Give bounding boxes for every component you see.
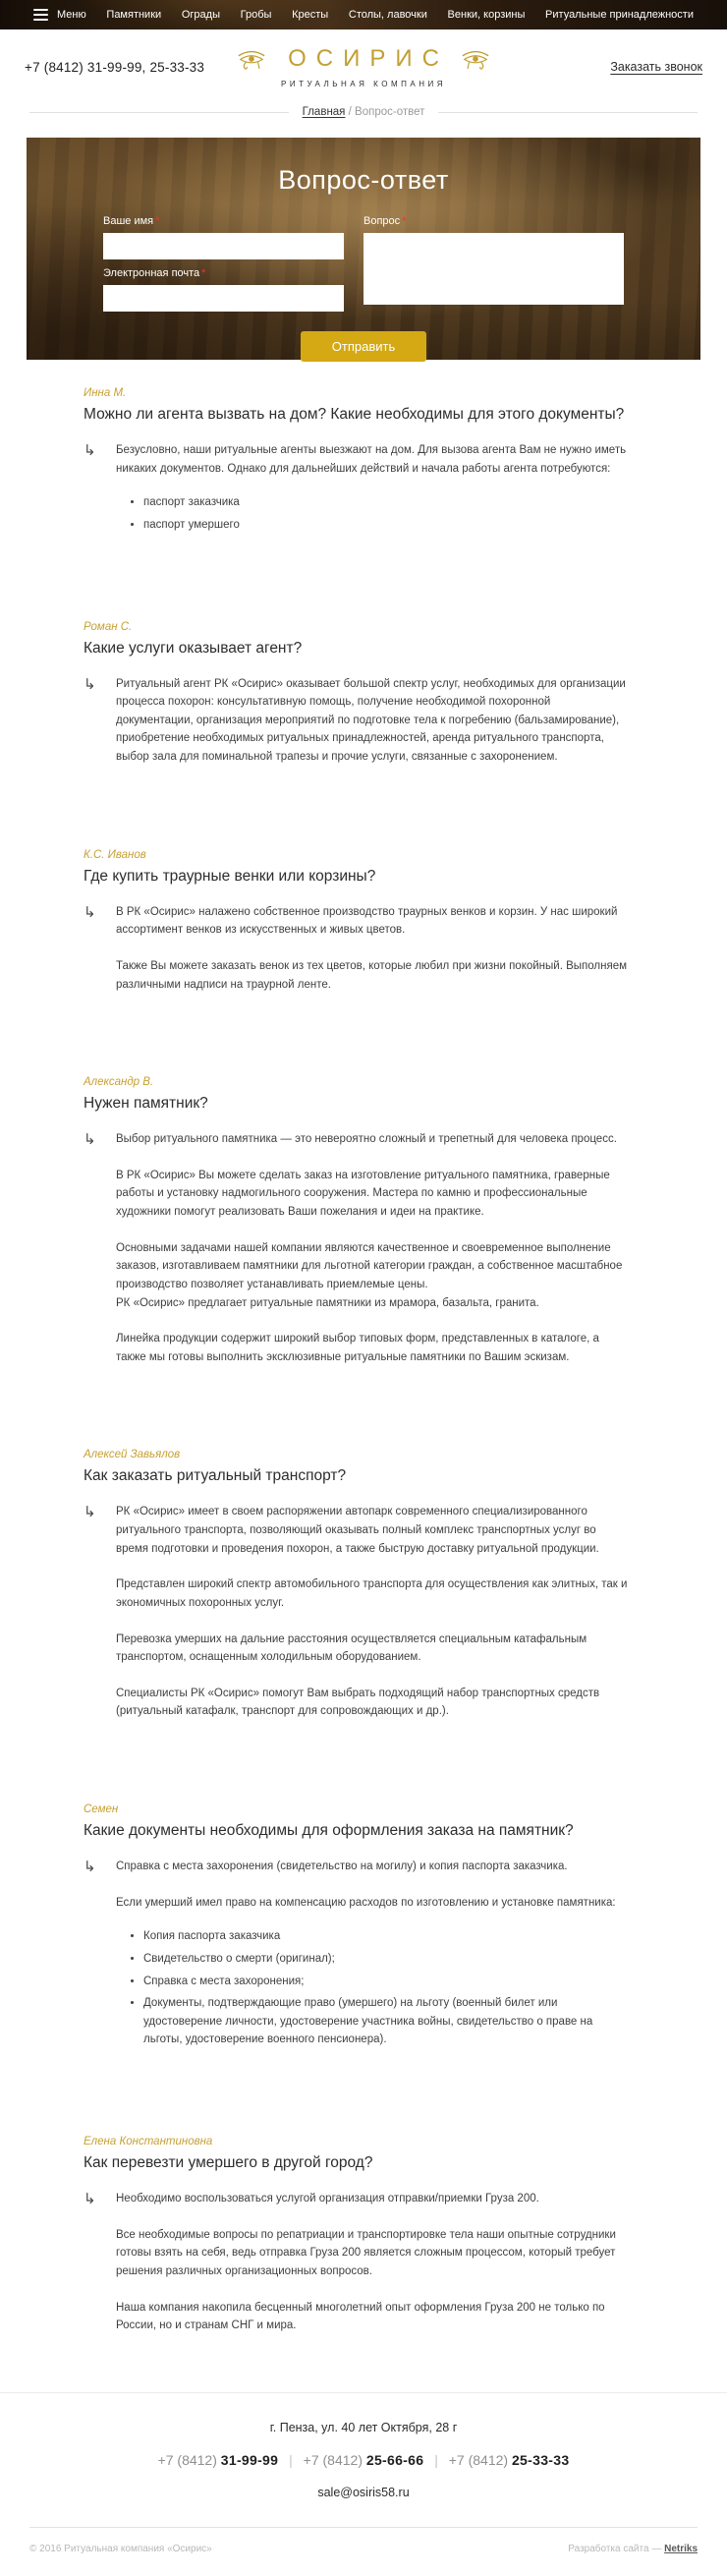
required-asterisk: * (155, 215, 160, 227)
qa-bullet: • паспорт умершего (143, 516, 629, 535)
required-asterisk: * (402, 215, 407, 227)
reply-arrow-icon: ↳ (84, 1504, 96, 1521)
breadcrumb (0, 98, 727, 132)
nav-item-pamyatniki[interactable]: Памятники (106, 9, 162, 21)
footer-email-link[interactable]: sale@osiris58.ru (317, 2485, 410, 2499)
qa-bullet: • паспорт заказчика (143, 493, 629, 512)
question-label: Вопрос * (364, 215, 407, 227)
breadcrumb-line-right (438, 112, 698, 113)
header-phone: +7 (8412) 31-99-99, 25-33-33 (25, 59, 205, 75)
footer (0, 2392, 727, 2576)
email-input[interactable] (103, 285, 344, 312)
hero-banner (27, 138, 700, 360)
nav-item-ritualnye-prinadlezhnosti[interactable]: Ритуальные принадлежности (545, 9, 694, 21)
nav-item-groby[interactable]: Гробы (240, 9, 272, 21)
logo-title: ОСИРИС (288, 45, 449, 72)
qa-bullet: • Документы, подтверждающие право (умершего) на льготу (военный билет или удостоверение личности, удостоверение участника войны, свидетельство о праве на льготы, удостоверение военного пенсионера). (143, 1994, 629, 2049)
reply-arrow-icon: ↳ (84, 442, 96, 459)
qa-answer-text: Справка с места захоронения (свидетельство на могилу) и копия паспорта заказчика. Если умерший имел право на компенсацию расходов по изготовлению и установке памятника: • Копия паспорта заказчика • Свидетельство о смерти (оригинал); • Справка с места захоронения; • Документы, подтверждающие право (умершего) на льготу (военный билет или удостоверение личности, удостоверение участника войны, свидетельство о праве на льготы, удостоверение военного пенсионера). (116, 1858, 629, 2053)
qa-answer-text: В РК «Осирис» налажено собственное производство траурных венков и корзин. У нас широкий ассортимент венков из искусственных и живых цветов. Также Вы можете заказать венок из тех цветов, которые любил при жизни покойный. Выполняем различными надписи на траурной ленте. (116, 905, 627, 991)
qa-bullet: • Справка с места захоронения; (143, 1973, 629, 1991)
qa-item (84, 849, 643, 995)
eye-of-horus-icon (461, 49, 490, 70)
qa-answer-text: Безусловно, наши ритуальные агенты выезжают на дом. Для вызова агента Вам не нужно иметь никаких документов. Однако для дальнейших действий и начала работы агента потребуются: • паспорт заказчика • паспорт умершего (116, 441, 629, 539)
qa-bullet-list (143, 493, 629, 534)
reply-arrow-icon: ↳ (84, 1859, 96, 1875)
breadcrumb-home-link[interactable]: Главная (302, 106, 346, 118)
phone-separator: | (434, 2451, 438, 2468)
footer-phone-link[interactable]: 25-66-66 (365, 2451, 424, 2468)
qa-author: Инна М. (84, 387, 127, 399)
phone-prefix: +7 (8412) (303, 2451, 363, 2468)
breadcrumb-current: Вопрос-ответ (355, 106, 425, 118)
page-title: Вопрос-ответ (278, 165, 449, 195)
reply-arrow-icon: ↳ (84, 1131, 96, 1149)
qa-author: Елена Константиновна (84, 2136, 213, 2147)
qa-item (84, 1449, 643, 1721)
qa-bullet-list (143, 1927, 629, 2049)
qa-question: Как заказать ритуальный транспорт? (84, 1467, 347, 1485)
breadcrumb-line-left (29, 112, 289, 113)
qa-item (84, 2136, 643, 2335)
qa-item (84, 387, 643, 539)
phone-prefix: +7 (8412) (448, 2451, 509, 2468)
developer-credit: Разработка сайта — Netriks (568, 2543, 698, 2554)
qa-author: Роман С. (84, 620, 133, 633)
qa-answer-text: Необходимо воспользоваться услугой организация отправки/приемки Груза 200. Все необходимые вопросы по репатриации и транспортировке тела наши опытные сотрудники готовы взять на себя, ведь отправка Груза 200 является сложным процессом, который требует решения различных организационных вопросов. Наша компания накопила бесценный многолетний опыт оформления Груза 200 не только по России, но и странам СНГ и мира. (116, 2193, 616, 2332)
footer-address: г. Пенза, ул. 40 лет Октября, 28 г (269, 2420, 458, 2434)
header (0, 29, 727, 98)
nav-item-kresty[interactable]: Кресты (292, 9, 329, 21)
qa-answer-text: Выбор ритуального памятника — это невероятно сложный и трепетный для человека процесс. В РК «Осирис» Вы можете сделать заказ на изготовление ритуального памятника, граверные работы и установку надмогильного сооружения. Мастера по камню и профессиональные художники помогут реализовать Ваши пожелания и идеи на практике. Основными задачами нашей компании являются качественное и своевременное выполнение заказов, изготавливаем памятники для льготной категории граждан, а собственное масштабное производство позволяет устанавливать приемлемые цены. РК «Осирис» предлагает ритуальные памятники из мрамора, базальта, гранита. Линейка продукции содержит широкий выбор типовых форм, представленных в каталоге, а также мы готовы выполнить эксклюзивные ритуальные памятники по Вашим эскизам. (116, 1133, 623, 1363)
qa-question: Где купить траурные венки или корзины? (84, 867, 376, 885)
qa-question: Нужен памятник? (84, 1095, 208, 1113)
breadcrumb-separator: / (348, 106, 352, 118)
qa-question: Как перевезти умершего в другой город? (84, 2154, 373, 2171)
qa-item (84, 621, 643, 767)
qa-item (84, 1076, 643, 1366)
reply-arrow-icon: ↳ (84, 675, 96, 693)
question-textarea[interactable] (364, 233, 624, 305)
qa-list (0, 360, 727, 2335)
developer-link[interactable]: Netriks (664, 2543, 698, 2554)
qa-answer-text: Ритуальный агент РК «Осирис» оказывает большой спектр услуг, необходимых для организации процесса похорон: консультативную помощь, получение необходимой похоронной документации, организация мероприятий по подготовке тела к погребению (бальзамирование), приобретение необходимых ритуальных принадлежностей, аренда ритуального транспорта, выбор зала для поминальной трапезы и прочие услуги, связанные с захоронением. (116, 677, 626, 763)
qa-question: Какие услуги оказывает агент? (84, 639, 303, 657)
nav-item-venki-korziny[interactable]: Венки, корзины (447, 9, 526, 21)
nav-item-stoly-lavochki[interactable]: Столы, лавочки (348, 9, 427, 21)
qa-bullet: • Копия паспорта заказчика (143, 1927, 629, 1946)
question-form (103, 215, 624, 312)
qa-bullet: • Свидетельство о смерти (оригинал); (143, 1950, 629, 1969)
footer-phones (0, 2452, 727, 2468)
qa-answer-text: РК «Осирис» имеет в своем распоряжении автопарк современного специализированного ритуального транспорта, позволяющий оказывать полный комплекс транспортных услуг во время подготовки и проведения похорон, а также быструю доставку ритуальной продукции. Представлен широкий спектр автомобильного транспорта для осуществления как элитных, так и экономичных похоронных услуг. Перевозка умерших на дальние расстояния осуществляется специальным катафальным транспортом, оснащенным холодильным оборудованием. Специалисты РК «Осирис» помогут Вам выбрать подходящий набор транспортных средств (ритуальный катафалк, транспорт для сопровождающих и др.). (116, 1506, 628, 1718)
nav-item-ogrady[interactable]: Ограды (181, 9, 220, 21)
hamburger-icon (33, 9, 48, 21)
menu-button[interactable] (33, 9, 86, 21)
qa-question: Какие документы необходимы для оформления заказа на памятник? (84, 1822, 574, 1839)
phone-prefix: +7 (8412) (157, 2451, 217, 2468)
logo-subtitle: РИТУАЛЬНАЯ КОМПАНИЯ (281, 80, 446, 88)
qa-author: Семен (84, 1803, 119, 1815)
phone-separator: | (289, 2451, 293, 2468)
qa-question: Можно ли агента вызвать на дом? Какие необходимы для этого документы? (84, 406, 625, 423)
footer-phone-link[interactable]: 31-99-99 (220, 2451, 279, 2468)
eye-of-horus-icon (237, 49, 266, 70)
footer-phone-link[interactable]: 25-33-33 (511, 2451, 570, 2468)
name-input[interactable] (103, 233, 344, 259)
qa-item (84, 1803, 643, 2053)
qa-author: Алексей Завьялов (84, 1449, 181, 1461)
logo[interactable] (237, 45, 490, 88)
email-label: Электронная почта * (103, 267, 206, 279)
required-asterisk: * (201, 267, 206, 279)
qa-author: Александр В. (84, 1076, 154, 1089)
callback-link[interactable]: Заказать звонок (610, 60, 702, 74)
name-label: Ваше имя * (103, 215, 160, 227)
reply-arrow-icon: ↳ (84, 903, 96, 921)
menu-label: Меню (57, 9, 86, 21)
qa-author: К.С. Иванов (84, 848, 146, 861)
submit-button[interactable]: Отправить (301, 331, 426, 362)
top-navigation (0, 0, 727, 29)
reply-arrow-icon: ↳ (84, 2191, 96, 2207)
copyright-text: © 2016 Ритуальная компания «Осирис» (29, 2543, 212, 2554)
